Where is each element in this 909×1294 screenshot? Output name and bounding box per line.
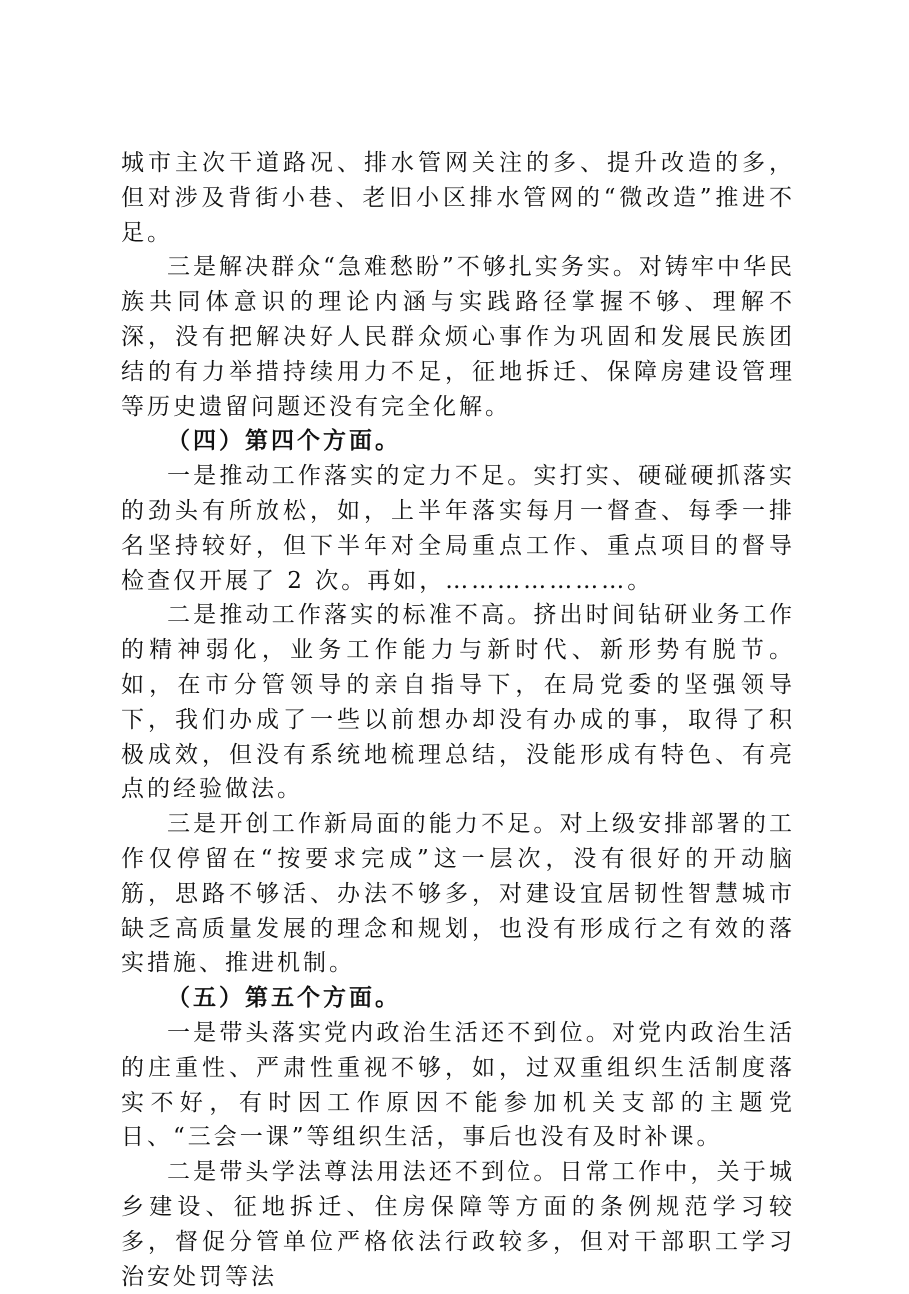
paragraph-item-3: 三是解决群众“急难愁盼”不够扎实务实。对铸牢中华民族共同体意识的理论内涵与实践路径掌握不够、理解不深，没有把解决好人民群众烦心事作为巩固和发展民族团结的有力举措持续用力不足，征地拆迁、保障房建设管理等历史遗留问题还没有完全化解。	[121, 254, 795, 420]
section-heading-5: （五）第五个方面。	[167, 984, 401, 1012]
section-heading-4: （四）第四个方面。	[167, 427, 401, 455]
paragraph-item-5-1: 一是带头落实党内政治生活还不到位。对党内政治生活的庄重性、严肃性重视不够，如，过双重组织生活制度落实不好，有时因工作原因不能参加机关支部的主题党日、“三会一课”等组织生活，事后也没有及时补课。	[121, 1019, 795, 1151]
paragraph-continuation: 城市主次干道路况、排水管网关注的多、提升改造的多，但对涉及背街小巷、老旧小区排水管网的“微改造”推进不足。	[121, 150, 795, 246]
paragraph-item-4-1: 一是推动工作落实的定力不足。实打实、硬碰硬抓落实的劲头有所放松，如，上半年落实每月一督查、每季一排名坚持较好，但下半年对全局重点工作、重点项目的督导检查仅开展了 2 次。再如，…………………。	[121, 463, 795, 594]
document-body	[121, 146, 795, 1294]
paragraph-item-4-2: 二是推动工作落实的标准不高。挤出时间钻研业务工作的精神弱化，业务工作能力与新时代、新形势有脱节。如，在市分管领导的亲自指导下，在局党委的坚强领导下，我们办成了一些以前想办却没有办成的事，取得了积极成效，但没有系统地梳理总结，没能形成有特色、有亮点的经验做法。	[121, 602, 795, 803]
paragraph-item-4-3: 三是开创工作新局面的能力不足。对上级安排部署的工作仅停留在“按要求完成”这一层次，没有很好的开动脑筋，思路不够活、办法不够多，对建设宜居韧性智慧城市缺乏高质量发展的理念和规划，也没有形成行之有效的落实措施、推进机制。	[121, 811, 795, 977]
paragraph-item-5-2: 二是带头学法尊法用法还不到位。日常工作中，关于城乡建设、征地拆迁、住房保障等方面的条例规范学习较多，督促分管单位严格依法行政较多，但对干部职工学习治安处罚等法	[121, 1159, 795, 1290]
